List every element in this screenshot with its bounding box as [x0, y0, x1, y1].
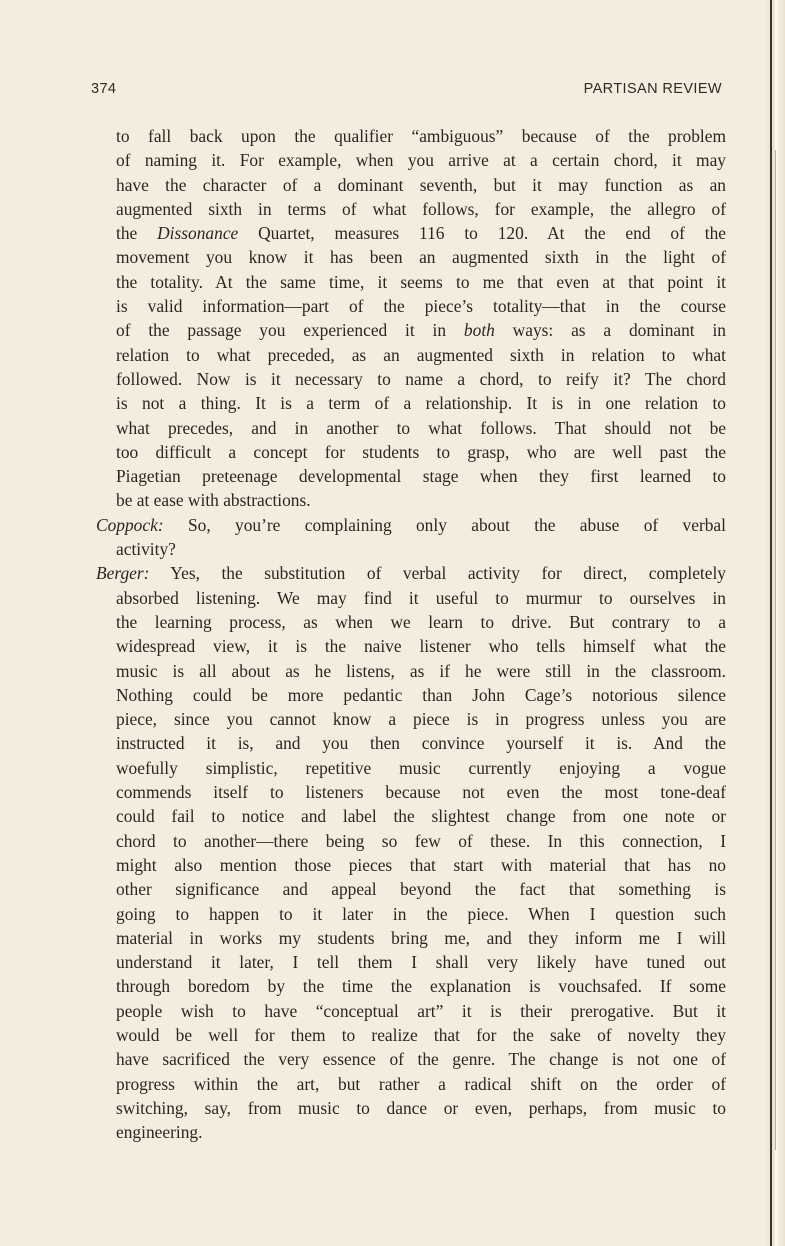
text-segment: widespread view, it is the naive listener who tells himself what the: [116, 636, 726, 657]
text-segment: other significance and appeal beyond the fact that something is: [116, 879, 726, 900]
text-segment: the: [116, 223, 158, 244]
text-line: [96, 853, 726, 877]
text-line: [96, 464, 726, 488]
text-line: [96, 902, 726, 926]
text-segment: might also mention those pieces that start with material that has no: [116, 854, 726, 875]
italic-text: Berger:: [96, 563, 150, 584]
text-segment: what precedes, and in another to what follows. That should not be: [116, 417, 726, 438]
text-line: [96, 513, 726, 537]
text-segment: woefully simplistic, repetitive music currently enjoying a vogue: [116, 757, 726, 778]
text-line: [96, 343, 726, 367]
text-segment: progress within the art, but rather a radical shift on the order of: [116, 1073, 726, 1094]
text-line: [96, 537, 726, 561]
text-line: [96, 1096, 726, 1120]
text-segment: the learning process, as when we learn to drive. But contrary to a: [116, 611, 726, 632]
italic-text: Dissonance: [157, 223, 239, 244]
text-segment: Yes, the substitution of verbal activity for direct, completely: [149, 563, 726, 584]
text-segment: material in works my students bring me, and they inform me I will: [116, 927, 726, 948]
text-segment: movement you know it has been an augmented sixth in the light of: [116, 247, 726, 268]
text-segment: the totality. At the same time, it seems to me that even at that point it: [116, 271, 726, 292]
text-line: [96, 756, 726, 780]
page-number: 374: [91, 81, 117, 97]
text-line: [96, 245, 726, 269]
text-segment: ways: as a dominant in: [494, 320, 726, 341]
text-line: [96, 561, 726, 585]
text-segment: of naming it. For example, when you arrive at a certain chord, it may: [116, 150, 726, 171]
journal-title: PARTISAN REVIEW: [583, 81, 722, 97]
text-line: [96, 999, 726, 1023]
text-segment: chord to another—there being so few of these. In this connection, I: [116, 830, 726, 851]
text-line: [96, 586, 726, 610]
text-segment: Nothing could be more pedantic than John Cage’s notorious silence: [116, 684, 726, 705]
body-text: [96, 124, 726, 1144]
text-segment: music is all about as he listens, as if he were still in the classroom.: [116, 660, 726, 681]
text-segment: through boredom by the time the explanation is vouchsafed. If some: [116, 976, 726, 997]
text-line: [96, 1072, 726, 1096]
text-segment: switching, say, from music to dance or even, perhaps, from music to: [116, 1097, 726, 1118]
italic-text: both: [463, 320, 495, 341]
text-line: [96, 926, 726, 950]
text-segment: too difficult a concept for students to grasp, who are well past the: [116, 441, 726, 462]
text-line: [96, 148, 726, 172]
text-line: [96, 416, 726, 440]
text-line: [96, 440, 726, 464]
text-line: [96, 173, 726, 197]
text-line: [96, 659, 726, 683]
text-line: [96, 270, 726, 294]
page-edge-shadow: [775, 150, 776, 1150]
text-line: [96, 294, 726, 318]
text-segment: understand it later, I tell them I shall very likely have tuned out: [116, 952, 726, 973]
text-segment: instructed it is, and you then convince yourself it is. And the: [116, 733, 726, 754]
text-line: [96, 124, 726, 148]
text-line: [96, 488, 726, 512]
text-line: [96, 950, 726, 974]
text-segment: of the passage you experienced it in: [116, 320, 464, 341]
text-segment: is not a thing. It is a term of a relationship. It is in one relation to: [116, 393, 726, 414]
text-segment: So, you’re complaining only about the abuse of verbal: [163, 514, 726, 535]
text-line: [96, 610, 726, 634]
text-segment: absorbed listening. We may find it useful to murmur to ourselves in: [116, 587, 726, 608]
text-line: [96, 829, 726, 853]
text-segment: followed. Now is it necessary to name a chord, to reify it? The chord: [116, 368, 726, 389]
text-segment: could fail to notice and label the slightest change from one note or: [116, 806, 726, 827]
text-line: [96, 634, 726, 658]
text-line: [96, 683, 726, 707]
text-segment: Quartet, measures 116 to 120. At the end of the: [238, 223, 726, 244]
text-line: [96, 197, 726, 221]
text-line: [96, 804, 726, 828]
text-segment: activity?: [116, 539, 176, 560]
text-line: [96, 221, 726, 245]
text-segment: relation to what preceded, as an augmented sixth in relation to what: [116, 344, 726, 365]
text-line: [96, 391, 726, 415]
binding-edge-line: [770, 0, 772, 1246]
text-segment: would be well for them to realize that for the sake of novelty they: [116, 1024, 726, 1045]
text-line: [96, 707, 726, 731]
text-segment: be at ease with abstractions.: [116, 490, 311, 511]
text-line: [96, 1023, 726, 1047]
text-segment: Piagetian preteenage developmental stage when they first learned to: [116, 466, 726, 487]
text-line: [96, 318, 726, 342]
text-line: [96, 1120, 726, 1144]
text-line: [96, 877, 726, 901]
text-segment: people wish to have “conceptual art” it is their prerogative. But it: [116, 1000, 726, 1021]
text-line: [96, 1047, 726, 1071]
text-segment: to fall back upon the qualifier “ambiguous” because of the problem: [116, 126, 726, 146]
text-segment: engineering.: [116, 1122, 203, 1143]
text-line: [96, 780, 726, 804]
text-segment: going to happen to it later in the piece. When I question such: [116, 903, 726, 924]
italic-text: Coppock:: [96, 514, 164, 535]
text-segment: have the character of a dominant seventh, but it may function as an: [116, 174, 726, 195]
text-segment: is valid information—part of the piece’s totality—that in the course: [116, 296, 726, 317]
text-segment: piece, since you cannot know a piece is in progress unless you are: [116, 709, 726, 730]
text-segment: commends itself to listeners because not even the most tone-deaf: [116, 782, 726, 803]
text-line: [96, 974, 726, 998]
running-head: [91, 81, 722, 101]
text-segment: have sacrificed the very essence of the genre. The change is not one of: [116, 1049, 726, 1070]
text-line: [96, 731, 726, 755]
text-segment: augmented sixth in terms of what follows, for example, the allegro of: [116, 198, 726, 219]
text-line: [96, 367, 726, 391]
